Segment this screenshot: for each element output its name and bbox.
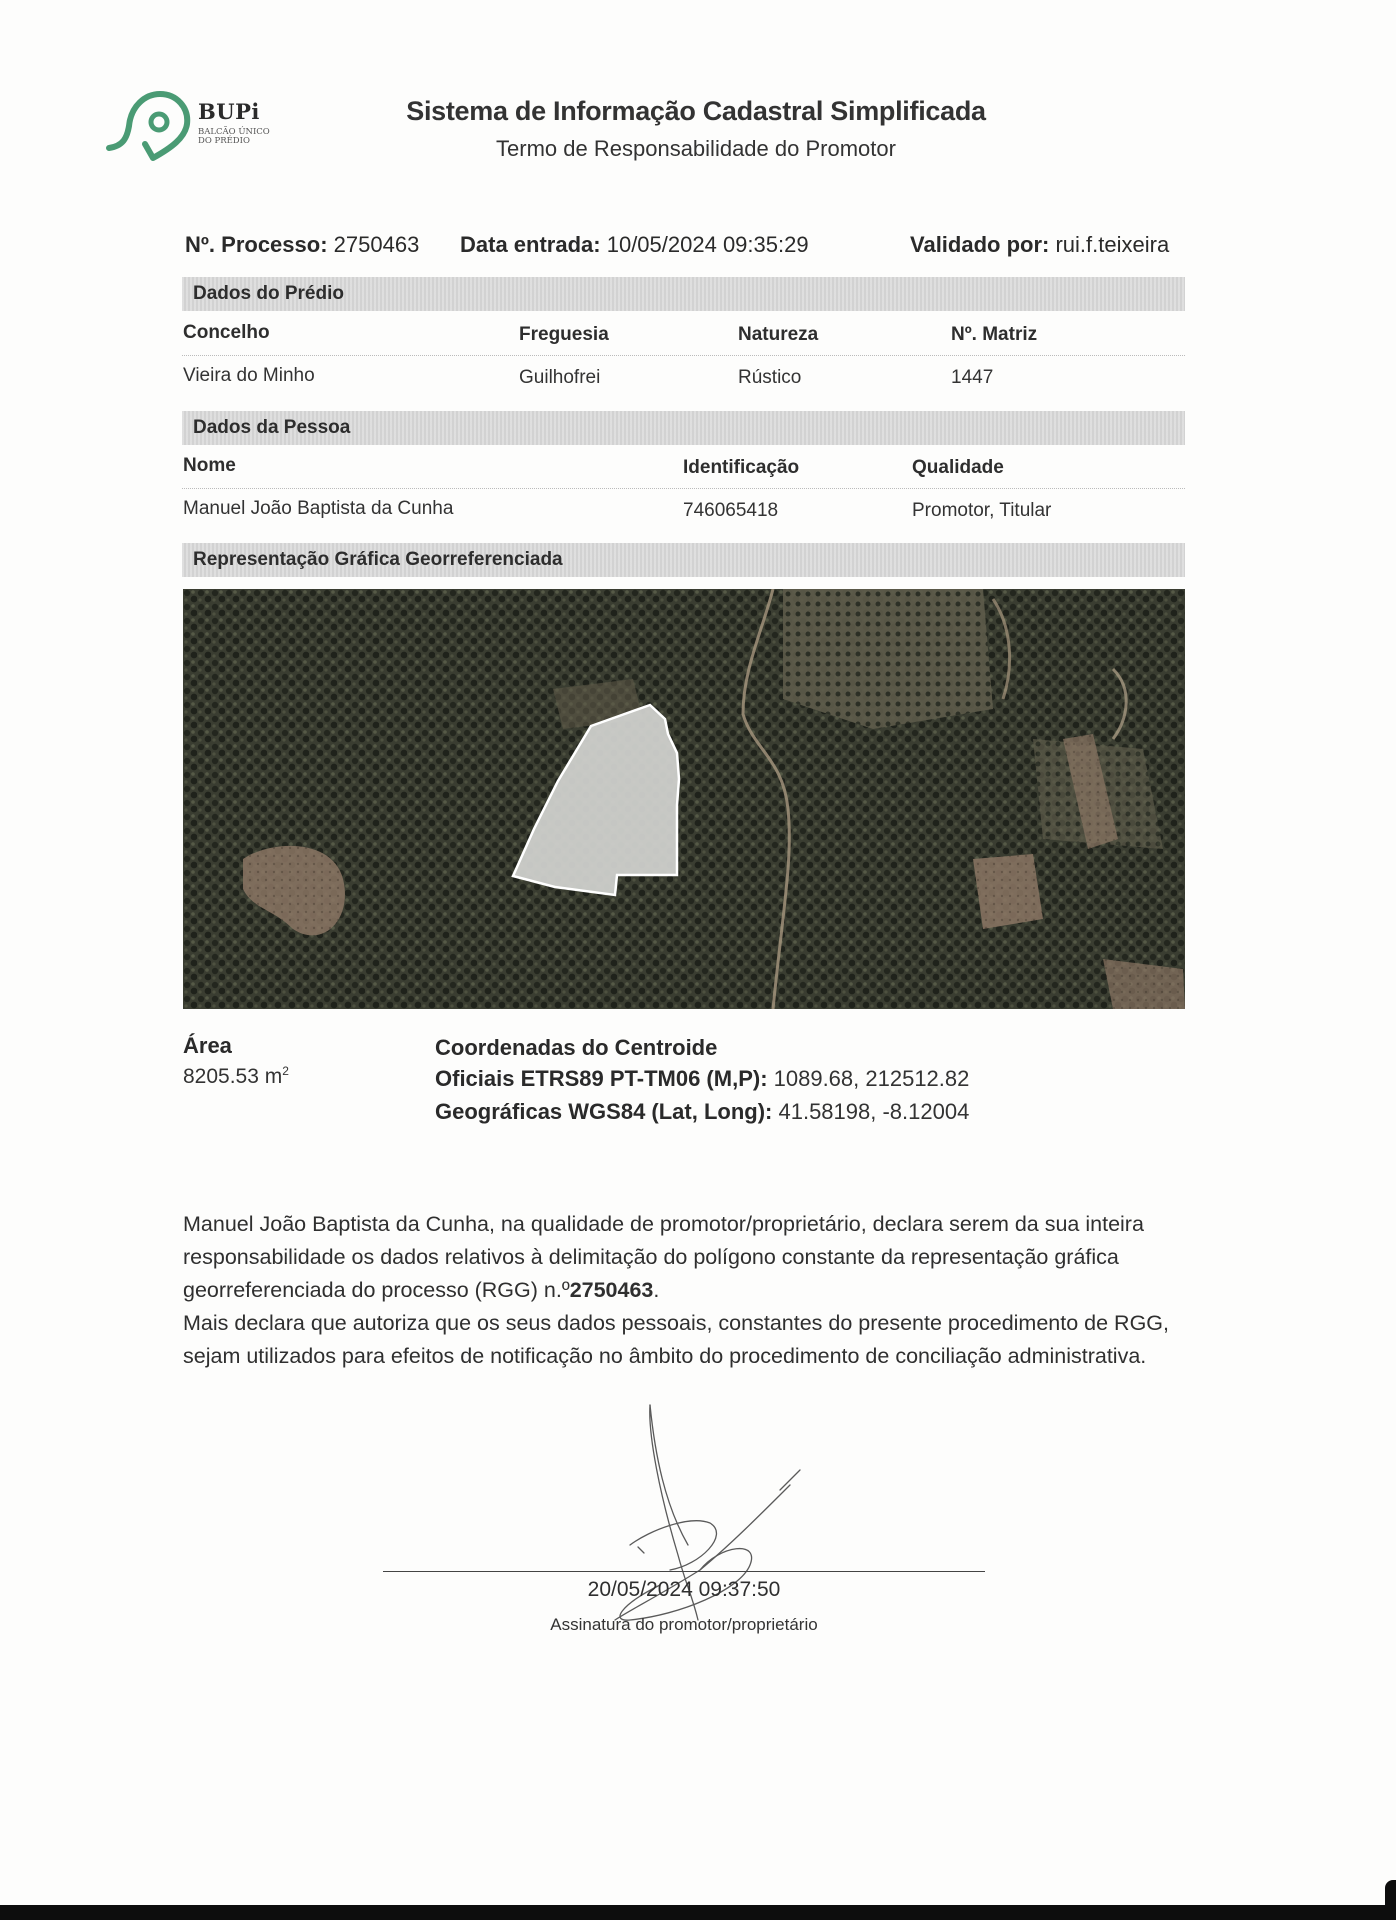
row-separator: [182, 355, 1185, 356]
declaration-text: [183, 1208, 1193, 1373]
column-header-identificacao: Identificação: [683, 457, 800, 478]
coordenadas-geograficas-label: Geográficas WGS84 (Lat, Long):: [435, 1099, 773, 1124]
validado-field: [910, 232, 1169, 258]
declaration-p1-end: .: [653, 1278, 660, 1302]
area-unit-exponent: 2: [282, 1064, 289, 1078]
logo-subtitle: [198, 128, 288, 146]
processo-value: 2750463: [333, 232, 420, 257]
section-title: Dados do Prédio: [193, 283, 344, 304]
data-entrada-value: 10/05/2024 09:35:29: [606, 232, 809, 257]
freguesia-value: Guilhofrei: [519, 367, 601, 388]
column-header-qualidade: Qualidade: [912, 457, 1004, 478]
data-entrada-label: Data entrada:: [460, 232, 601, 257]
nome-value: Manuel João Baptista da Cunha: [183, 498, 454, 519]
logo-name: BUPi: [198, 99, 260, 124]
natureza-value: Rústico: [738, 367, 802, 388]
matriz-value: 1447: [951, 367, 994, 388]
section-dados-predio: [182, 277, 1185, 311]
area-label: Área: [183, 1033, 232, 1058]
logo-subtitle-line1: BALCÃO ÚNICO: [198, 127, 270, 137]
signature-caption: Assinatura do promotor/proprietário: [550, 1615, 818, 1634]
column-header-concelho: Concelho: [183, 322, 270, 343]
document-subtitle: Termo de Responsabilidade do Promotor: [496, 136, 896, 161]
aerial-map: [183, 589, 1185, 1009]
column-header-freguesia: Freguesia: [519, 324, 609, 345]
data-entrada-field: [460, 232, 809, 258]
area-number: 8205.53 m: [183, 1065, 283, 1088]
signature-line: [383, 1571, 985, 1572]
logo-subtitle-line2: DO PRÉDIO: [198, 136, 250, 146]
declaration-process-number: 2750463: [569, 1278, 654, 1302]
signature-date: 20/05/2024 09:37:50: [587, 1578, 781, 1601]
coordenadas-geograficas: [435, 1099, 969, 1125]
processo-field: [185, 232, 419, 258]
column-header-matriz: Nº. Matriz: [951, 324, 1038, 345]
section-title: Dados da Pessoa: [193, 417, 351, 438]
coordenadas-oficiais-label: Oficiais ETRS89 PT-TM06 (M,P):: [435, 1066, 768, 1091]
aerial-map-image: [183, 589, 1185, 1009]
declaration-p1-text: Manuel João Baptista da Cunha, na qualidade de promotor/proprietário, declara serem da sua inteira responsabilidade os dados relativos à delimitação do polígono constante da representação gráfica georreferenciada do processo (RGG) n.º: [183, 1212, 1144, 1302]
declaration-paragraph-2: Mais declara que autoriza que os seus dados pessoais, constantes do presente procedimento de RGG, sejam utilizados para efeitos de notificação no âmbito do procedimento de conciliação administrativa.: [183, 1311, 1169, 1368]
concelho-value: Vieira do Minho: [183, 365, 315, 386]
section-representacao-grafica: [182, 543, 1185, 577]
scan-edge-corner: [1385, 1880, 1396, 1920]
qualidade-value: Promotor, Titular: [912, 500, 1052, 521]
section-dados-pessoa: [182, 411, 1185, 445]
identificacao-value: 746065418: [683, 500, 779, 521]
row-separator: [182, 488, 1185, 489]
coordenadas-oficiais: [435, 1066, 969, 1092]
coordenadas-title: Coordenadas do Centroide: [435, 1035, 718, 1060]
column-header-natureza: Natureza: [738, 324, 819, 345]
validado-value: rui.f.teixeira: [1055, 232, 1170, 257]
coordenadas-oficiais-value: 1089.68, 212512.82: [767, 1066, 970, 1091]
coordenadas-geograficas-value: 41.58198, -8.12004: [772, 1099, 970, 1124]
document-title: Sistema de Informação Cadastral Simplificada: [406, 96, 986, 126]
declaration-paragraph-1: [183, 1208, 1193, 1307]
section-title: Representação Gráfica Georreferenciada: [193, 549, 563, 570]
map-pin-icon: [105, 88, 195, 163]
bupi-logo: [105, 88, 285, 163]
scan-edge: [0, 1905, 1396, 1920]
column-header-nome: Nome: [183, 455, 236, 476]
processo-label: Nº. Processo:: [185, 232, 328, 257]
validado-label: Validado por:: [910, 232, 1050, 257]
area-value: [183, 1064, 289, 1089]
